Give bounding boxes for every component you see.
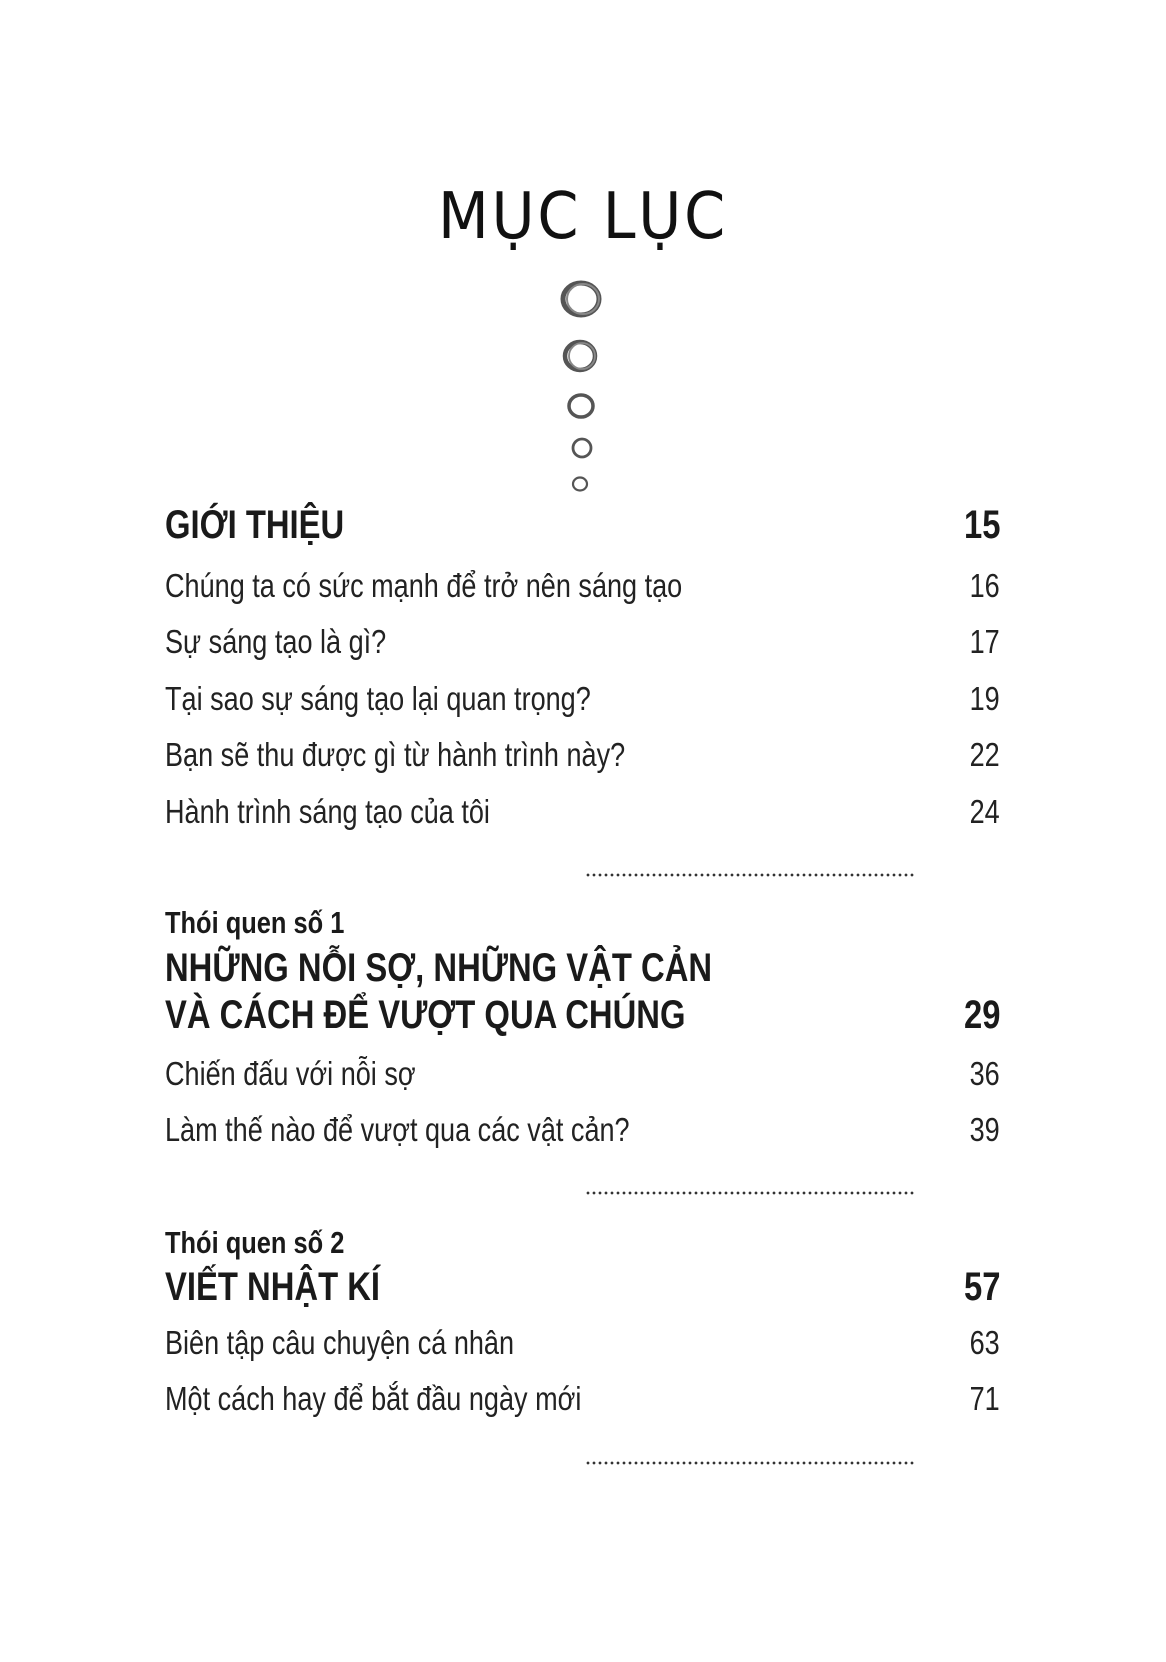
- habit-number-label: Thói quen số 2: [165, 1225, 345, 1260]
- toc-section-habit-1[interactable]: [165, 946, 1000, 991]
- entry-page-number: 71: [969, 1380, 1000, 1417]
- entry-title: Bạn sẽ thu được gì từ hành trình này?: [165, 736, 626, 773]
- toc-entry[interactable]: [165, 1111, 1000, 1149]
- entry-title: Chúng ta có sức mạnh để trở nên sáng tạo: [165, 567, 683, 604]
- toc-entry[interactable]: [165, 1324, 1000, 1362]
- toc-entry[interactable]: [165, 567, 1000, 605]
- toc-entry[interactable]: [165, 1055, 1000, 1093]
- toc-entry[interactable]: [165, 1380, 1000, 1418]
- habit-label: [165, 1225, 1000, 1261]
- entry-page-number: 36: [969, 1055, 1000, 1092]
- habit-label: [165, 905, 1000, 941]
- habit-number-label: Thói quen số 1: [165, 905, 345, 940]
- entry-title: Biên tập câu chuyện cá nhân: [165, 1324, 515, 1361]
- section-page-number: 57: [963, 1265, 1000, 1309]
- entry-page-number: 24: [969, 793, 1000, 830]
- section-heading: VIẾT NHẬT KÍ: [165, 1265, 381, 1309]
- entry-page-number: 22: [969, 736, 1000, 773]
- toc-section-intro[interactable]: [165, 503, 1000, 548]
- entry-title: Sự sáng tạo là gì?: [165, 623, 387, 660]
- toc-section-habit-2[interactable]: [165, 1265, 1000, 1310]
- entry-title: Hành trình sáng tạo của tôi: [165, 793, 490, 830]
- toc-entry[interactable]: [165, 623, 1000, 661]
- toc-entry[interactable]: [165, 680, 1000, 718]
- entry-title: Làm thế nào để vượt qua các vật cản?: [165, 1111, 630, 1148]
- section-heading-line-1: NHỮNG NỖI SỢ, NHỮNG VẬT CẢN: [165, 946, 713, 990]
- toc-entry[interactable]: [165, 736, 1000, 774]
- entry-page-number: 17: [969, 623, 1000, 660]
- entry-page-number: 39: [969, 1111, 1000, 1148]
- section-heading: GIỚI THIỆU: [165, 503, 345, 547]
- section-page-number: 29: [963, 993, 1000, 1037]
- entry-title: Tại sao sự sáng tạo lại quan trọng?: [165, 680, 591, 717]
- toc-section-habit-1-line-2[interactable]: [165, 993, 1000, 1038]
- entry-title: Một cách hay để bắt đầu ngày mới: [165, 1380, 582, 1417]
- dotted-divider: [585, 1460, 915, 1466]
- entry-title: Chiến đấu với nỗi sợ: [165, 1055, 416, 1092]
- entry-page-number: 19: [969, 680, 1000, 717]
- section-page-number: 15: [963, 503, 1000, 547]
- entry-page-number: 63: [969, 1324, 1000, 1361]
- page-title: MỤC LỤC: [437, 180, 729, 254]
- toc-entry[interactable]: [165, 793, 1000, 831]
- entry-page-number: 16: [969, 567, 1000, 604]
- section-heading-line-2: VÀ CÁCH ĐỂ VƯỢT QUA CHÚNG: [165, 993, 686, 1037]
- dotted-divider: [585, 1190, 915, 1196]
- dotted-divider: [585, 872, 915, 878]
